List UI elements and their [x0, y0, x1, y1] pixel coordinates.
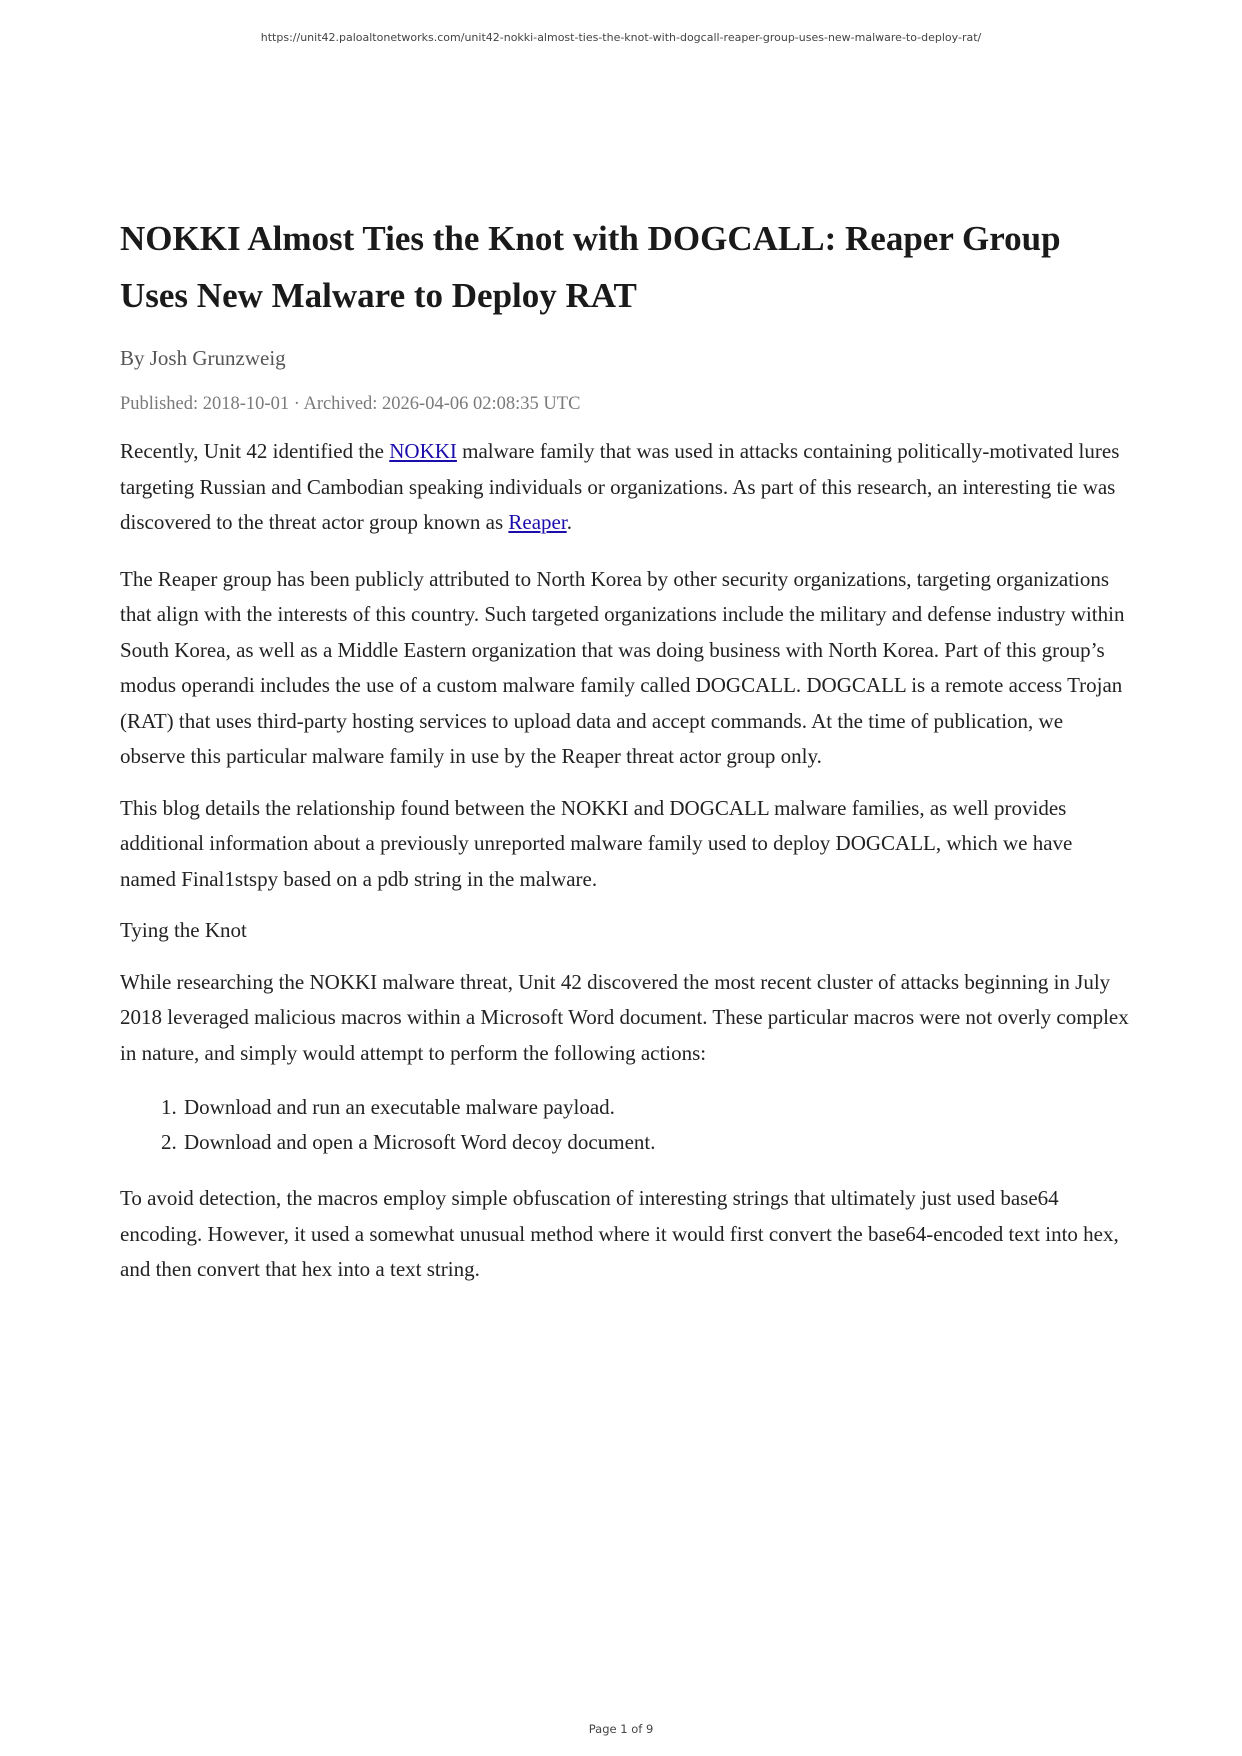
section-heading: Tying the Knot	[120, 918, 247, 942]
intro-text-middle: malware family that was used in attacks containing politically-motivated lures targeting Russian and Cambodian speaking individuals or organizations. As part of this research, an interesting tie was discovered to the threat actor group known as	[120, 439, 1120, 534]
author-byline: By Josh Grunzweig	[120, 346, 286, 370]
blog-summary-paragraph: This blog details the relationship found between the NOKKI and DOGCALL malware families, as well provides additional information about a previously unreported malware family used to deploy DOGCALL, which we have named Final1stspy based on a pdb string in the malware.	[120, 795, 1073, 891]
macro-actions-list	[120, 1090, 1130, 1160]
page-url: https://unit42.paloaltonetworks.com/unit42-nokki-almost-ties-the-knot-with-dogcall-reaper-group-uses-new-malware-to-deploy-rat/	[260, 31, 982, 44]
intro-paragraph	[120, 434, 1130, 541]
page-number: Page 1 of 9	[588, 1722, 654, 1736]
list-item: 2. Download and open a Microsoft Word decoy document.	[182, 1125, 1130, 1160]
intro-text-end: .	[566, 510, 572, 534]
intro-text-start: Recently, Unit 42 identified the	[120, 439, 390, 463]
research-paragraph: While researching the NOKKI malware threat, Unit 42 discovered the most recent cluster of attacks beginning in July 2018 leveraged malicious macros within a Microsoft Word document. These particular macros were not overly complex in nature, and simply would attempt to perform the following actions:	[120, 969, 1129, 1065]
article	[120, 210, 1130, 1288]
obfuscation-paragraph: To avoid detection, the macros employ simple obfuscation of interesting strings that ultimately just used base64 encoding. However, it used a somewhat unusual method where it would first convert the base64-encoded text into hex, and then convert that hex into a text string.	[120, 1186, 1119, 1281]
reaper-background-paragraph: The Reaper group has been publicly attributed to North Korea by other security organizations, targeting organizations that align with the interests of this country. Such targeted organizations include the military and defense industry within South Korea, as well as a Middle Eastern organization that was doing business with North Korea. Part of this group’s modus operandi includes the use of a custom malware family called DOGCALL. DOGCALL is a remote access Trojan (RAT) that uses third-party hosting services to upload data and accept commands. At the time of publication, we observe this particular malware family in use by the Reaper threat actor group only.	[120, 566, 1125, 768]
nokki-link[interactable]: NOKKI	[389, 439, 457, 463]
reaper-link[interactable]: Reaper	[508, 510, 567, 534]
publication-meta: Published: 2018-10-01 · Archived: 2026-04-06 02:08:35 UTC	[120, 394, 581, 414]
list-item: 1. Download and run an executable malware payload.	[182, 1090, 1130, 1125]
article-title: NOKKI Almost Ties the Knot with DOGCALL: Reaper Group Uses New Malware to Deploy RAT	[120, 219, 1061, 315]
